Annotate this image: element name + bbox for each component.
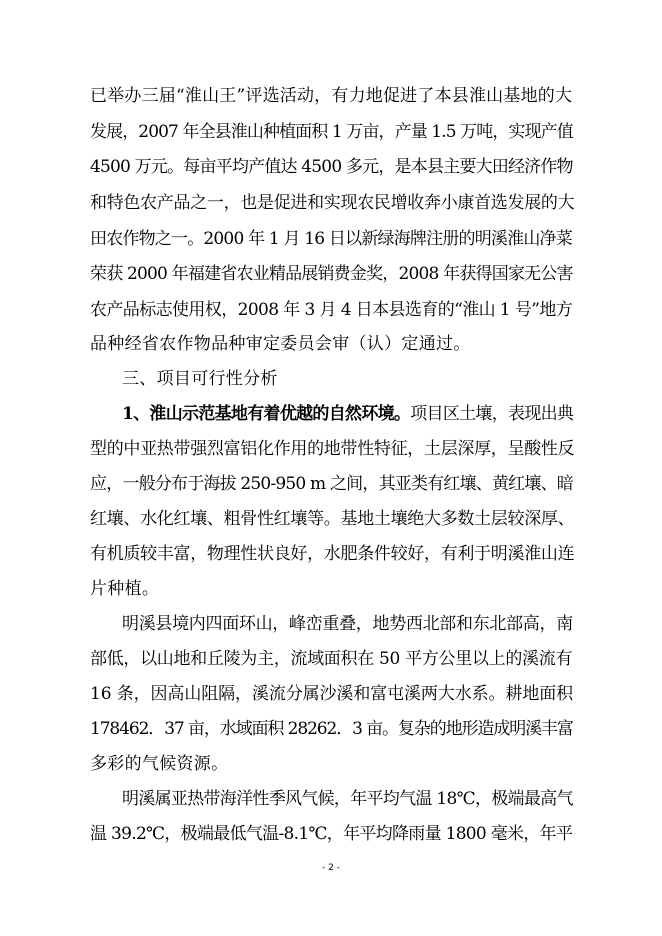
paragraph-1-line-2: 发展，2007 年全县淮山种植面积 1 万亩，产量 1.5 万吨，实现产值 (90, 122, 573, 142)
paragraph-3-line-2: 部低，以山地和丘陵为主，流域面积在 50 平方公里以上的溪流有 (90, 649, 573, 669)
paragraph-1-line-1: 已举办三届“淮山王”评选活动，有力地促进了本县淮山基地的大 (90, 86, 573, 106)
paragraph-3-line-4: 178462．37 亩，水域面积 28262．3 亩。复杂的地形造成明溪丰富 (90, 719, 573, 739)
paragraph-3-line-1: 明溪县境内四面环山，峰峦重叠，地势西北部和东北部高，南 (122, 614, 573, 634)
paragraph-2-line-3: 应，一般分布于海拔 250-950 m 之间，其亚类有红壤、黄红壤、暗 (90, 474, 573, 494)
paragraph-2-line-5: 有机质较丰富，物理性状良好，水肥条件较好，有利于明溪淮山连 (90, 544, 575, 564)
paragraph-2-line-2: 型的中亚热带强烈富铝化作用的地带性特征，土层深厚，呈酸性反 (90, 439, 575, 459)
page-number: - 2 - (322, 863, 340, 873)
paragraph-3-line-5: 多彩的气候资源。 (90, 754, 229, 774)
paragraph-2-bold-lead: 1、淮山示范基地有着优越的自然环境。 (122, 404, 411, 424)
paragraph-2-first-rest: 项目区土壤，表现出典 (410, 404, 574, 424)
paragraph-3-line-3: 16 条，因高山阻隔，溪流分属沙溪和富屯溪两大水系。耕地面积 (90, 684, 574, 704)
paragraph-1-line-4: 和特色农产品之一，也是促进和实现农民增收奔小康首选发展的大 (90, 193, 575, 213)
paragraph-2-line-6: 片种植。 (90, 579, 160, 599)
paragraph-4-line-1: 明溪属亚热带海洋性季风气候，年平均气温 18℃，极端最高气 (122, 789, 573, 809)
section-heading: 三、项目可行性分析 (122, 369, 278, 389)
paragraph-1-line-8: 品种经省农作物品种审定委员会审（认）定通过。 (90, 334, 471, 354)
paragraph-1-line-6: 荣获 2000 年福建省农业精品展销费金奖，2008 年获得国家无公害 (90, 264, 573, 284)
paragraph-1-line-3: 4500 万元。每亩平均产值达 4500 多元，是本县主要大田经济作物 (90, 157, 573, 177)
paragraph-4-line-2: 温 39.2℃，极端最低气温-8.1℃，年平均降雨量 1800 毫米，年平 (90, 824, 573, 844)
paragraph-1-line-5: 田农作物之一。2000 年 1 月 16 日以新绿海牌注册的明溪淮山净菜 (90, 229, 572, 249)
paragraph-2-line-4: 红壤、水化红壤、粗骨性红壤等。基地土壤绝大多数土层较深厚、 (90, 509, 575, 529)
paragraph-2-line-1 (122, 404, 573, 424)
paragraph-1-line-7: 农产品标志使用权，2008 年 3 月 4 日本县选育的“淮山 1 号”地方 (90, 300, 573, 320)
